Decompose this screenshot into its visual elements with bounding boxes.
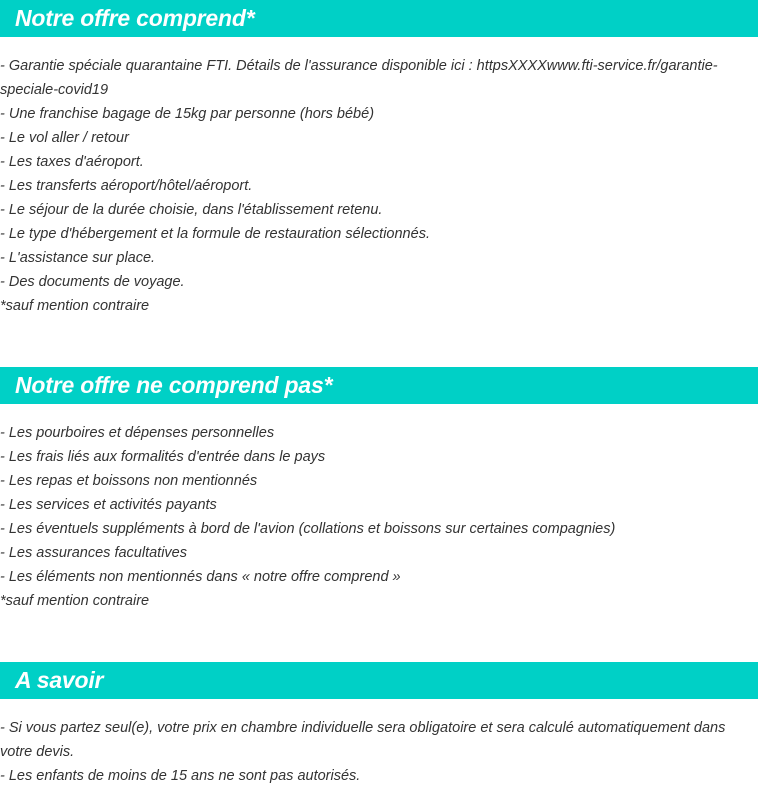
list-item: - Les éléments non mentionnés dans « notre offre comprend » xyxy=(0,569,401,585)
section-header xyxy=(0,662,758,699)
section-offre-comprend xyxy=(0,0,758,318)
section-title: Notre offre ne comprend pas* xyxy=(15,372,333,398)
list-item: - Les frais liés aux formalités d'entrée dans le pays xyxy=(0,449,326,465)
list-item: - Les transferts aéroport/hôtel/aéroport. xyxy=(0,178,253,194)
list-item: - Le vol aller / retour xyxy=(0,130,129,146)
footnote: *sauf mention contraire xyxy=(0,593,150,609)
section-body xyxy=(0,404,758,613)
section-body xyxy=(0,699,758,788)
list-item: - Les assurances facultatives xyxy=(0,545,187,561)
section-header xyxy=(0,0,758,37)
list-item: - Des documents de voyage. xyxy=(0,274,185,290)
section-offre-ne-comprend-pas xyxy=(0,367,758,613)
list-item: - Le séjour de la durée choisie, dans l'établissement retenu. xyxy=(0,202,383,218)
list-item: - Les repas et boissons non mentionnés xyxy=(0,473,258,489)
list-item: - Garantie spéciale quarantaine FTI. Détails de l'assurance disponible ici : httpsXXXXwww.fti-service.fr/garantie-speciale-covid19 xyxy=(0,58,718,98)
list-item: - Les services et activités payants xyxy=(0,497,217,513)
footnote: *sauf mention contraire xyxy=(0,298,150,314)
list-item: - Les pourboires et dépenses personnelles xyxy=(0,425,275,441)
list-item: - Le type d'hébergement et la formule de restauration sélectionnés. xyxy=(0,226,430,242)
section-body xyxy=(0,37,758,318)
list-item: - Les taxes d'aéroport. xyxy=(0,154,144,170)
section-header xyxy=(0,367,758,404)
section-title: A savoir xyxy=(15,667,104,693)
list-item: - Une franchise bagage de 15kg par personne (hors bébé) xyxy=(0,106,375,122)
list-item: - L'assistance sur place. xyxy=(0,250,156,266)
section-title: Notre offre comprend* xyxy=(15,5,255,31)
list-item: - Si vous partez seul(e), votre prix en chambre individuelle sera obligatoire et sera calculé automatiquement dans votre devis. xyxy=(0,720,726,760)
section-a-savoir xyxy=(0,662,758,788)
list-item: - Les enfants de moins de 15 ans ne sont pas autorisés. xyxy=(0,768,361,784)
list-item: - Les éventuels suppléments à bord de l'avion (collations et boissons sur certaines compagnies) xyxy=(0,521,616,537)
